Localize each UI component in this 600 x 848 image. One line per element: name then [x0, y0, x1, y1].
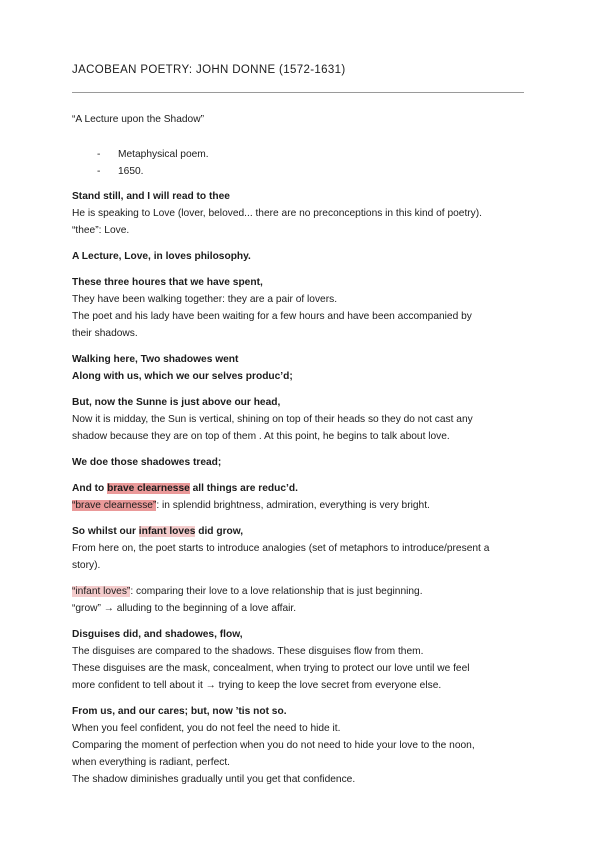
text-segment: These three houres that we have spent,: [72, 277, 263, 288]
text-segment: When you feel confident, you do not feel the need to hide it.: [72, 723, 341, 734]
doc-section: [72, 480, 524, 514]
verse-heading-line: [72, 274, 524, 291]
doc-section: [72, 351, 524, 385]
annotation-line: [72, 325, 524, 342]
annotation-line: [72, 557, 524, 574]
verse-heading-line: [72, 480, 524, 497]
highlighted-phrase: infant loves: [138, 526, 196, 537]
text-segment: Along with us, which we our selves produc’d;: [72, 371, 293, 382]
list-item-text: Metaphysical poem.: [118, 149, 209, 160]
annotation-line: [72, 291, 524, 308]
text-segment: Now it is midday, the Sun is vertical, shining on top of their heads so they do not cast any: [72, 414, 473, 425]
text-segment: Walking here, Two shadowes went: [72, 354, 239, 365]
text-segment: story).: [72, 560, 101, 571]
annotation-line: [72, 754, 524, 771]
annotation-line: [72, 205, 524, 222]
doc-section: [72, 274, 524, 342]
text-segment: shadow because they are on top of them . At this point, he begins to talk about love.: [72, 431, 450, 442]
verse-heading-line: [72, 626, 524, 643]
verse-heading-line: [72, 523, 524, 540]
page-title: JACOBEAN POETRY: JOHN DONNE (1572-1631): [72, 64, 346, 76]
highlighted-phrase: brave clearnesse: [107, 483, 190, 494]
doc-section: [72, 394, 524, 445]
text-segment: A Lecture, Love, in loves philosophy.: [72, 251, 251, 262]
verse-heading-line: [72, 248, 524, 265]
doc-section: [72, 703, 524, 788]
doc-section: [72, 583, 524, 617]
annotation-line: [72, 411, 524, 428]
doc-section: [72, 454, 524, 471]
verse-heading-line: [72, 188, 524, 205]
verse-heading-line: [72, 454, 524, 471]
annotation-line: [72, 583, 524, 600]
highlighted-phrase: “infant loves”: [72, 586, 131, 597]
annotation-line: [72, 720, 524, 737]
text-segment: They have been walking together: they are a pair of lovers.: [72, 294, 338, 305]
doc-section: [72, 523, 524, 574]
list-item: [72, 146, 524, 163]
verse-heading-line: [72, 368, 524, 385]
text-segment: all things are reduc’d.: [189, 483, 298, 494]
text-segment: From here on, the poet starts to introduce analogies (set of metaphors to introduce/present a: [72, 543, 490, 554]
annotation-line: [72, 677, 524, 694]
bullet-dash: -: [97, 166, 101, 177]
annotation-line: [72, 497, 524, 514]
text-segment: when everything is radiant, perfect.: [72, 757, 230, 768]
text-segment: did grow,: [195, 526, 244, 537]
annotation-line: [72, 540, 524, 557]
text-segment: more confident to tell about it → trying to keep the love secret from everyone else.: [72, 680, 442, 691]
text-segment: their shadows.: [72, 328, 138, 339]
poem-title: “A Lecture upon the Shadow”: [72, 114, 204, 125]
text-segment: Comparing the moment of perfection when you do not need to hide your love to the noon,: [72, 740, 475, 751]
verse-heading-line: [72, 351, 524, 368]
doc-sections: [72, 188, 524, 788]
text-segment: “thee”: Love.: [72, 225, 130, 236]
title-divider: [72, 92, 524, 93]
text-segment: : in splendid brightness, admiration, everything is very bright.: [156, 500, 430, 511]
text-segment: And to: [72, 483, 108, 494]
annotation-line: [72, 737, 524, 754]
text-segment: But, now the Sunne is just above our head,: [72, 397, 281, 408]
bullet-dash: -: [97, 149, 101, 160]
text-segment: Stand still, and I will read to thee: [72, 191, 230, 202]
text-segment: We doe those shadowes tread;: [72, 457, 222, 468]
annotation-line: [72, 771, 524, 788]
list-item: [72, 163, 524, 180]
annotation-line: [72, 222, 524, 239]
annotation-line: [72, 308, 524, 325]
annotation-line: [72, 428, 524, 445]
verse-heading-line: [72, 703, 524, 720]
text-segment: These disguises are the mask, concealment, when trying to protect our love until we feel: [72, 663, 470, 674]
text-segment: Disguises did, and shadowes, flow,: [72, 629, 243, 640]
text-segment: “grow” → alluding to the beginning of a love affair.: [72, 603, 297, 614]
text-segment: : comparing their love to a love relationship that is just beginning.: [130, 586, 423, 597]
text-segment: From us, and our cares; but, now ’tis not so.: [72, 706, 287, 717]
document-content: [72, 0, 524, 788]
highlighted-phrase: “brave clearnesse”: [72, 500, 157, 511]
list-item-text: 1650.: [118, 166, 144, 177]
text-segment: The shadow diminishes gradually until you get that confidence.: [72, 774, 356, 785]
doc-section: [72, 248, 524, 265]
poem-meta-list: [72, 146, 524, 180]
verse-heading-line: [72, 394, 524, 411]
annotation-line: [72, 660, 524, 677]
annotation-line: [72, 600, 524, 617]
doc-section: [72, 626, 524, 694]
text-segment: So whilst our: [72, 526, 139, 537]
annotation-line: [72, 643, 524, 660]
text-segment: He is speaking to Love (lover, beloved... there are no preconceptions in this kind of poetry).: [72, 208, 482, 219]
text-segment: The disguises are compared to the shadows. These disguises flow from them.: [72, 646, 424, 657]
doc-section: [72, 188, 524, 239]
text-segment: The poet and his lady have been waiting for a few hours and have been accompanied by: [72, 311, 472, 322]
